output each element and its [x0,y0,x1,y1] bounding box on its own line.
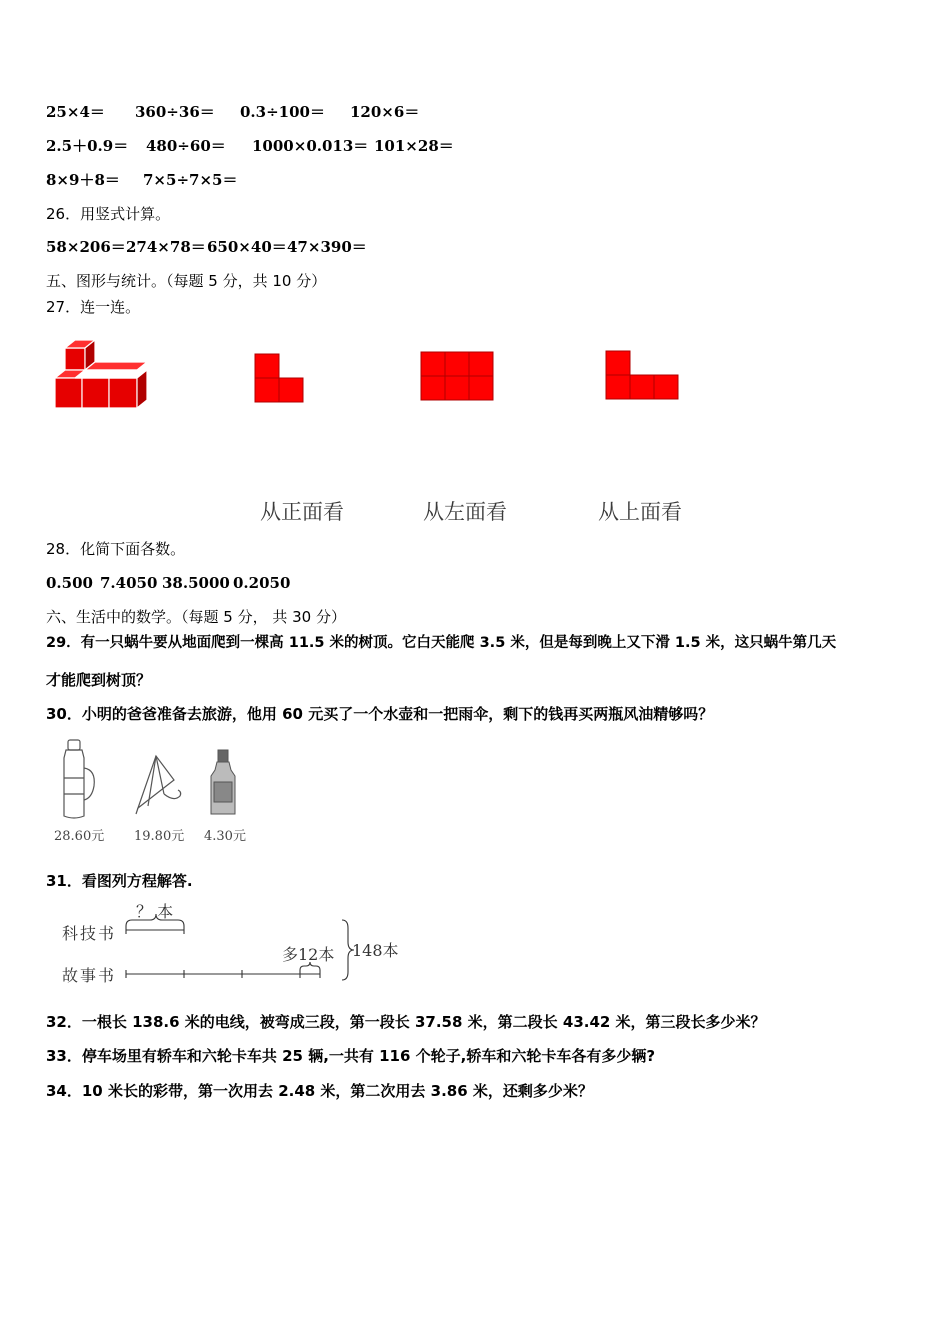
q26-item: 650×40＝ [207,238,287,256]
kettle-image [56,738,98,820]
q28-item: 7.4050 [100,574,158,592]
oral-item: 7×5÷7×5＝ [143,171,238,189]
view-label-top: 从上面看 [598,500,682,524]
oral-item: 101×28＝ [374,137,454,155]
umbrella-image [134,750,184,818]
q26-item: 58×206＝ [46,238,126,256]
oral-row-2 [46,136,454,156]
q28-item: 0.500 [46,574,93,592]
umbrella-price: 19.80元 [134,829,185,844]
oral-row-1 [46,102,419,122]
q27-title: 27．连一连。 [46,298,141,316]
unknown-label: ？ 本 [136,902,174,921]
oral-row-3 [46,170,237,190]
q32-title: 32．一根长 138.6 米的电线，被弯成三段，第一段长 37.58 米，第二段长 43.42 米，第三段长多少米？ [46,1013,766,1031]
section6-title: 六、生活中的数学。（每题 5 分， 共 30 分） [46,608,346,626]
q28-items [46,573,290,593]
q26-item: 47×390＝ [287,238,367,256]
cube-stack-figure [50,338,155,413]
q33-title: 33．停车场里有轿车和六轮卡车共 25 辆,一共有 116 个轮子,轿车和六轮卡车各有多少辆? [46,1047,656,1065]
label-science-books: 科技书 [62,924,117,943]
q31-title: 31．看图列方程解答. [46,872,193,890]
q30-title: 30．小明的爸爸准备去旅游，他用 60 元买了一个水壶和一把雨伞，剩下的钱再买两瓶风油精够吗？ [46,705,714,723]
oral-item: 120×6＝ [350,103,420,121]
q26-items [46,237,367,257]
oral-item: 2.5＋0.9＝ [46,137,129,155]
oral-item: 8×9＋8＝ [46,171,120,189]
oil-bottle-image [203,748,243,818]
oral-item: 480÷60＝ [146,137,226,155]
q26-title: 26．用竖式计算。 [46,205,171,223]
oral-item: 360÷36＝ [135,103,215,121]
q28-title: 28．化简下面各数。 [46,540,186,558]
oral-item: 0.3÷100＝ [240,103,325,121]
view-label-left: 从左面看 [423,500,507,524]
q34-title: 34．10 米长的彩带，第一次用去 2.48 米，第二次用去 3.86 米，还剩多少米？ [46,1082,593,1100]
view-label-front: 从正面看 [260,500,344,524]
section5-title: 五、图形与统计。（每题 5 分，共 10 分） [46,272,327,290]
q29-line1: 29．有一只蜗牛要从地面爬到一棵高 11.5 米的树顶。它白天能爬 3.5 米，但是每到晚上又下滑 1.5 米，这只蜗牛第几天 [46,635,837,651]
oral-item: 25×4＝ [46,103,105,121]
q28-item: 38.5000 [162,574,230,592]
q29-line2: 才能爬到树顶？ [46,671,152,689]
oil-price: 4.30元 [204,829,246,844]
kettle-price: 28.60元 [54,829,105,844]
view-shape-1 [254,353,306,405]
oral-item: 1000×0.013＝ [252,137,369,155]
label-story-books: 故事书 [62,966,117,985]
line-segment-diagram [120,912,360,982]
view-shape-3 [605,350,681,402]
q28-item: 0.2050 [233,574,291,592]
view-shape-2 [420,351,496,403]
total-label: 148本 [352,941,399,960]
q26-item: 274×78＝ [126,238,206,256]
more-label: 多12本 [282,945,335,964]
